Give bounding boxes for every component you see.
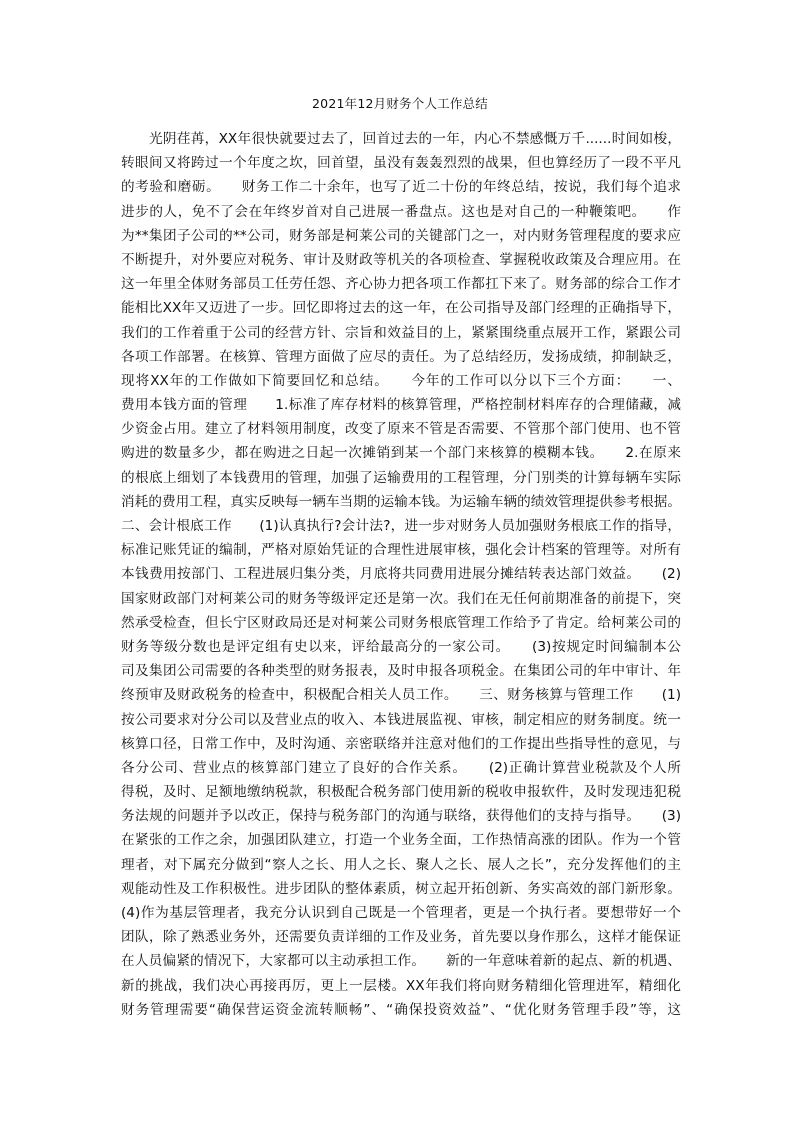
body-line: 不断提升，对外要应对税务、审计及财政等机关的各项检查、掌握税收政策及合理应用。在 bbox=[121, 251, 681, 268]
body-line: 各项工作部署。在核算、管理方面做了应尽的责任。为了总结经历，发扬成绩，抑制缺乏， bbox=[121, 348, 681, 365]
body-line: 务法规的问题并予以改正，保持与税务部门的沟通与联络，获得他们的支持与指导。 (3) bbox=[121, 808, 681, 825]
document-title: 2021年12月财务个人工作总结 bbox=[312, 96, 488, 111]
body-line: 进步的人，免不了会在年终岁首对自己进展一番盘点。这也是对自己的一种鞭策吧。 作 bbox=[121, 203, 681, 220]
body-line: 为**集团子公司的**公司，财务部是柯莱公司的关键部门之一，对内财务管理程度的要求应 bbox=[121, 227, 681, 244]
body-line: 少资金占用。建立了材料领用制度，改变了原来不管是否需要、不管那个部门使用、也不管 bbox=[121, 421, 681, 438]
body-line: 二、会计根底工作 (1)认真执行?会计法?，进一步对财务人员加强财务根底工作的指导， bbox=[121, 518, 681, 534]
body-line: 现将XX年的工作做如下简要回忆和总结。 今年的工作可以分以下三个方面： 一、 bbox=[121, 372, 681, 389]
body-line: 终预审及财政税务的检查中，积极配合相关人员工作。 三、财务核算与管理工作 (1) bbox=[121, 687, 681, 704]
body-line: 各分公司、营业点的核算部门建立了良好的合作关系。 (2)正确计算营业税款及个人所 bbox=[121, 759, 681, 776]
body-line: 财务等级分数也是评定组有史以来，评给最高分的一家公司。 (3)按规定时间编制本公 bbox=[121, 638, 681, 655]
body-line: 标准记账凭证的编制，严格对原始凭证的合理性进展审核，强化会计档案的管理等。对所有 bbox=[121, 542, 681, 559]
body-line: 理者，对下属充分做到“察人之长、用人之长、聚人之长、展人之长”，充分发挥他们的主 bbox=[121, 856, 681, 873]
body-line: 这一年里全体财务部员工任劳任怨、齐心协力把各项工作都扛下来了。财务部的综合工作才 bbox=[121, 276, 681, 293]
body-line: 光阴荏苒，XX年很快就要过去了，回首过去的一年，内心不禁感慨万千......时间如梭， bbox=[149, 131, 681, 147]
body-line: 消耗的费用工程，真实反映每一辆车当期的运输本钱。为运输车辆的绩效管理提供参考根据。 bbox=[121, 493, 681, 510]
body-line: 本钱费用按部门、工程进展归集分类，月底将共同费用进展分摊结转表达部门效益。 (2) bbox=[121, 566, 681, 583]
body-line: 在紧张的工作之余，加强团队建立，打造一个业务全面，工作热情高涨的团队。作为一个管 bbox=[121, 832, 681, 849]
body-line: 的考验和磨砺。 财务工作二十余年，也写了近二十份的年终总结，按说，我们每个追求 bbox=[121, 179, 681, 196]
body-line: 能相比XX年又迈进了一步。回忆即将过去的这一年，在公司指导及部门经理的正确指导下， bbox=[121, 300, 681, 317]
body-line: (4)作为基层管理者，我充分认识到自己既是一个管理者，更是一个执行者。要想带好一个 bbox=[121, 905, 681, 921]
body-line: 的根底上细划了本钱费用的管理，加强了运输费用的工程管理，分门别类的计算每辆车实际 bbox=[121, 469, 681, 486]
body-line: 财务管理需要“确保营运资金流转顺畅”、“确保投资效益”、“优化财务管理手段”等，这 bbox=[121, 1001, 681, 1018]
body-line: 团队，除了熟悉业务外，还需要负责详细的工作及业务，首先要以身作那么，这样才能保证 bbox=[121, 929, 681, 946]
body-line: 国家财政部门对柯莱公司的财务等级评定还是第一次。我们在无任何前期准备的前提下，突 bbox=[121, 590, 681, 607]
body-line: 费用本钱方面的管理 1.标准了库存材料的核算管理，严格控制材料库存的合理储藏，减 bbox=[121, 397, 681, 414]
body-line: 转眼间又将跨过一个年度之坎，回首望，虽没有轰轰烈烈的战果，但也算经历了一段不平凡 bbox=[121, 155, 681, 172]
body-line: 我们的工作着重于公司的经营方针、宗旨和效益目的上，紧紧围绕重点展开工作，紧跟公司 bbox=[121, 324, 681, 341]
body-line: 然承受检查，但长宁区财政局还是对柯莱公司财务根底管理工作给予了肯定。给柯莱公司的 bbox=[121, 614, 681, 631]
body-line: 司及集团公司需要的各种类型的财务报表，及时申报各项税金。在集团公司的年中审计、年 bbox=[121, 663, 681, 680]
body-line: 购进的数量多少，都在购进之日起一次摊销到某一个部门来核算的模糊本钱。 2.在原来 bbox=[121, 445, 681, 462]
document-body bbox=[121, 127, 681, 1022]
body-line: 得税，及时、足额地缴纳税款，积极配合税务部门使用新的税收申报软件，及时发现违犯税 bbox=[121, 784, 681, 801]
body-line: 核算口径，日常工作中，及时沟通、亲密联络并注意对他们的工作提出些指导性的意见，与 bbox=[121, 735, 681, 752]
body-line: 观能动性及工作积极性。进步团队的整体素质，树立起开拓创新、务实高效的部门新形象。 bbox=[121, 880, 681, 897]
body-line: 按公司要求对分公司以及营业点的收入、本钱进展监视、审核，制定相应的财务制度。统一 bbox=[121, 711, 681, 728]
body-line: 新的挑战，我们决心再接再厉，更上一层楼。XX年我们将向财务精细化管理进军，精细化 bbox=[121, 977, 681, 994]
body-line: 在人员偏紧的情况下，大家都可以主动承担工作。 新的一年意味着新的起点、新的机遇、 bbox=[121, 953, 681, 970]
